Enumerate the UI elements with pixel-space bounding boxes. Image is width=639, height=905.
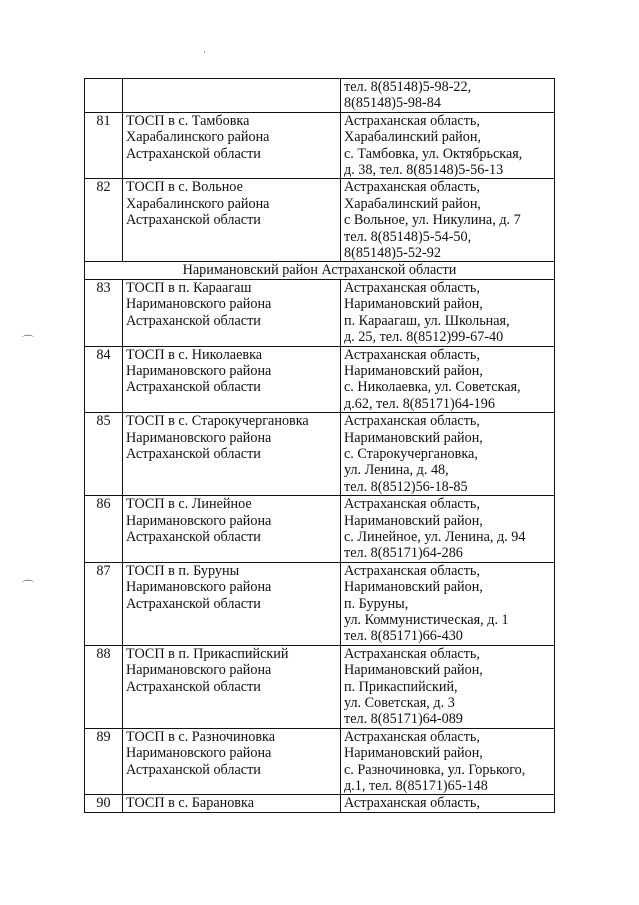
table-row — [85, 795, 555, 813]
table-row — [85, 413, 555, 496]
office-name: ТОСП в с. Барановка — [123, 795, 341, 813]
office-address: Астраханская область, Наримановский район, п. Буруны, ул. Коммунистическая, д. 1 тел. 8(85171)66-430 — [341, 562, 555, 645]
office-address: тел. 8(85148)5-98-22, 8(85148)5-98-84 — [341, 79, 555, 113]
row-number: 90 — [85, 795, 123, 813]
office-address: Астраханская область, Харабалинский район, с. Тамбовка, ул. Октябрьская, д. 38, тел. 8(85148)5-56-13 — [341, 112, 555, 179]
office-address: Астраханская область, Наримановский район, п. Караагаш, ул. Школьная, д. 25, тел. 8(8512)99-67-40 — [341, 279, 555, 346]
office-name — [123, 79, 341, 113]
margin-mark: ⌒ — [22, 334, 35, 348]
office-address: Астраханская область, Наримановский район, с. Старокучергановка, ул. Ленина, д. 48, тел. 8(8512)56-18-85 — [341, 413, 555, 496]
office-name: ТОСП в с. Старокучергановка Наримановского района Астраханской области — [123, 413, 341, 496]
office-name: ТОСП в с. Линейное Наримановского района Астраханской области — [123, 496, 341, 563]
page-mark: · — [203, 47, 206, 57]
office-name: ТОСП в с. Вольное Харабалинского района Астраханской области — [123, 179, 341, 262]
office-address: Астраханская область, Харабалинский район, с Вольное, ул. Никулина, д. 7 тел. 8(85148)5-54-50, 8(85148)5-52-92 — [341, 179, 555, 262]
table-row — [85, 112, 555, 179]
table-row — [85, 79, 555, 113]
office-address: Астраханская область, Наримановский район, с. Николаевка, ул. Советская, д.62, тел. 8(85171)64-196 — [341, 346, 555, 413]
office-name: ТОСП в с. Разночиновка Наримановского района Астраханской области — [123, 728, 341, 795]
row-number: 88 — [85, 645, 123, 728]
office-name: ТОСП в п. Прикаспийский Наримановского района Астраханской области — [123, 645, 341, 728]
table-row — [85, 179, 555, 262]
row-number: 87 — [85, 562, 123, 645]
office-name: ТОСП в с. Николаевка Наримановского района Астраханской области — [123, 346, 341, 413]
section-header-row — [85, 262, 555, 279]
office-address: Астраханская область, Наримановский район, с. Разночиновка, ул. Горького, д.1, тел. 8(85171)65-148 — [341, 728, 555, 795]
table-row — [85, 645, 555, 728]
row-number: 86 — [85, 496, 123, 563]
row-number: 81 — [85, 112, 123, 179]
margin-mark: ⌒ — [22, 579, 35, 593]
row-number: 89 — [85, 728, 123, 795]
office-address: Астраханская область, Наримановский район, п. Прикаспийский, ул. Советская, д. 3 тел. 8(85171)64-089 — [341, 645, 555, 728]
row-number: 83 — [85, 279, 123, 346]
office-name: ТОСП в с. Тамбовка Харабалинского района Астраханской области — [123, 112, 341, 179]
row-number — [85, 79, 123, 113]
row-number: 82 — [85, 179, 123, 262]
table-row — [85, 496, 555, 563]
table-row — [85, 728, 555, 795]
tosp-table — [84, 78, 555, 813]
office-name: ТОСП в п. Буруны Наримановского района Астраханской области — [123, 562, 341, 645]
table-row — [85, 346, 555, 413]
table-row — [85, 279, 555, 346]
office-address: Астраханская область, Наримановский район, с. Линейное, ул. Ленина, д. 94 тел. 8(85171)64-286 — [341, 496, 555, 563]
office-name: ТОСП в п. Караагаш Наримановского района Астраханской области — [123, 279, 341, 346]
row-number: 84 — [85, 346, 123, 413]
row-number: 85 — [85, 413, 123, 496]
office-address: Астраханская область, — [341, 795, 555, 813]
section-title: Наримановский район Астраханской области — [85, 262, 555, 279]
table-row — [85, 562, 555, 645]
